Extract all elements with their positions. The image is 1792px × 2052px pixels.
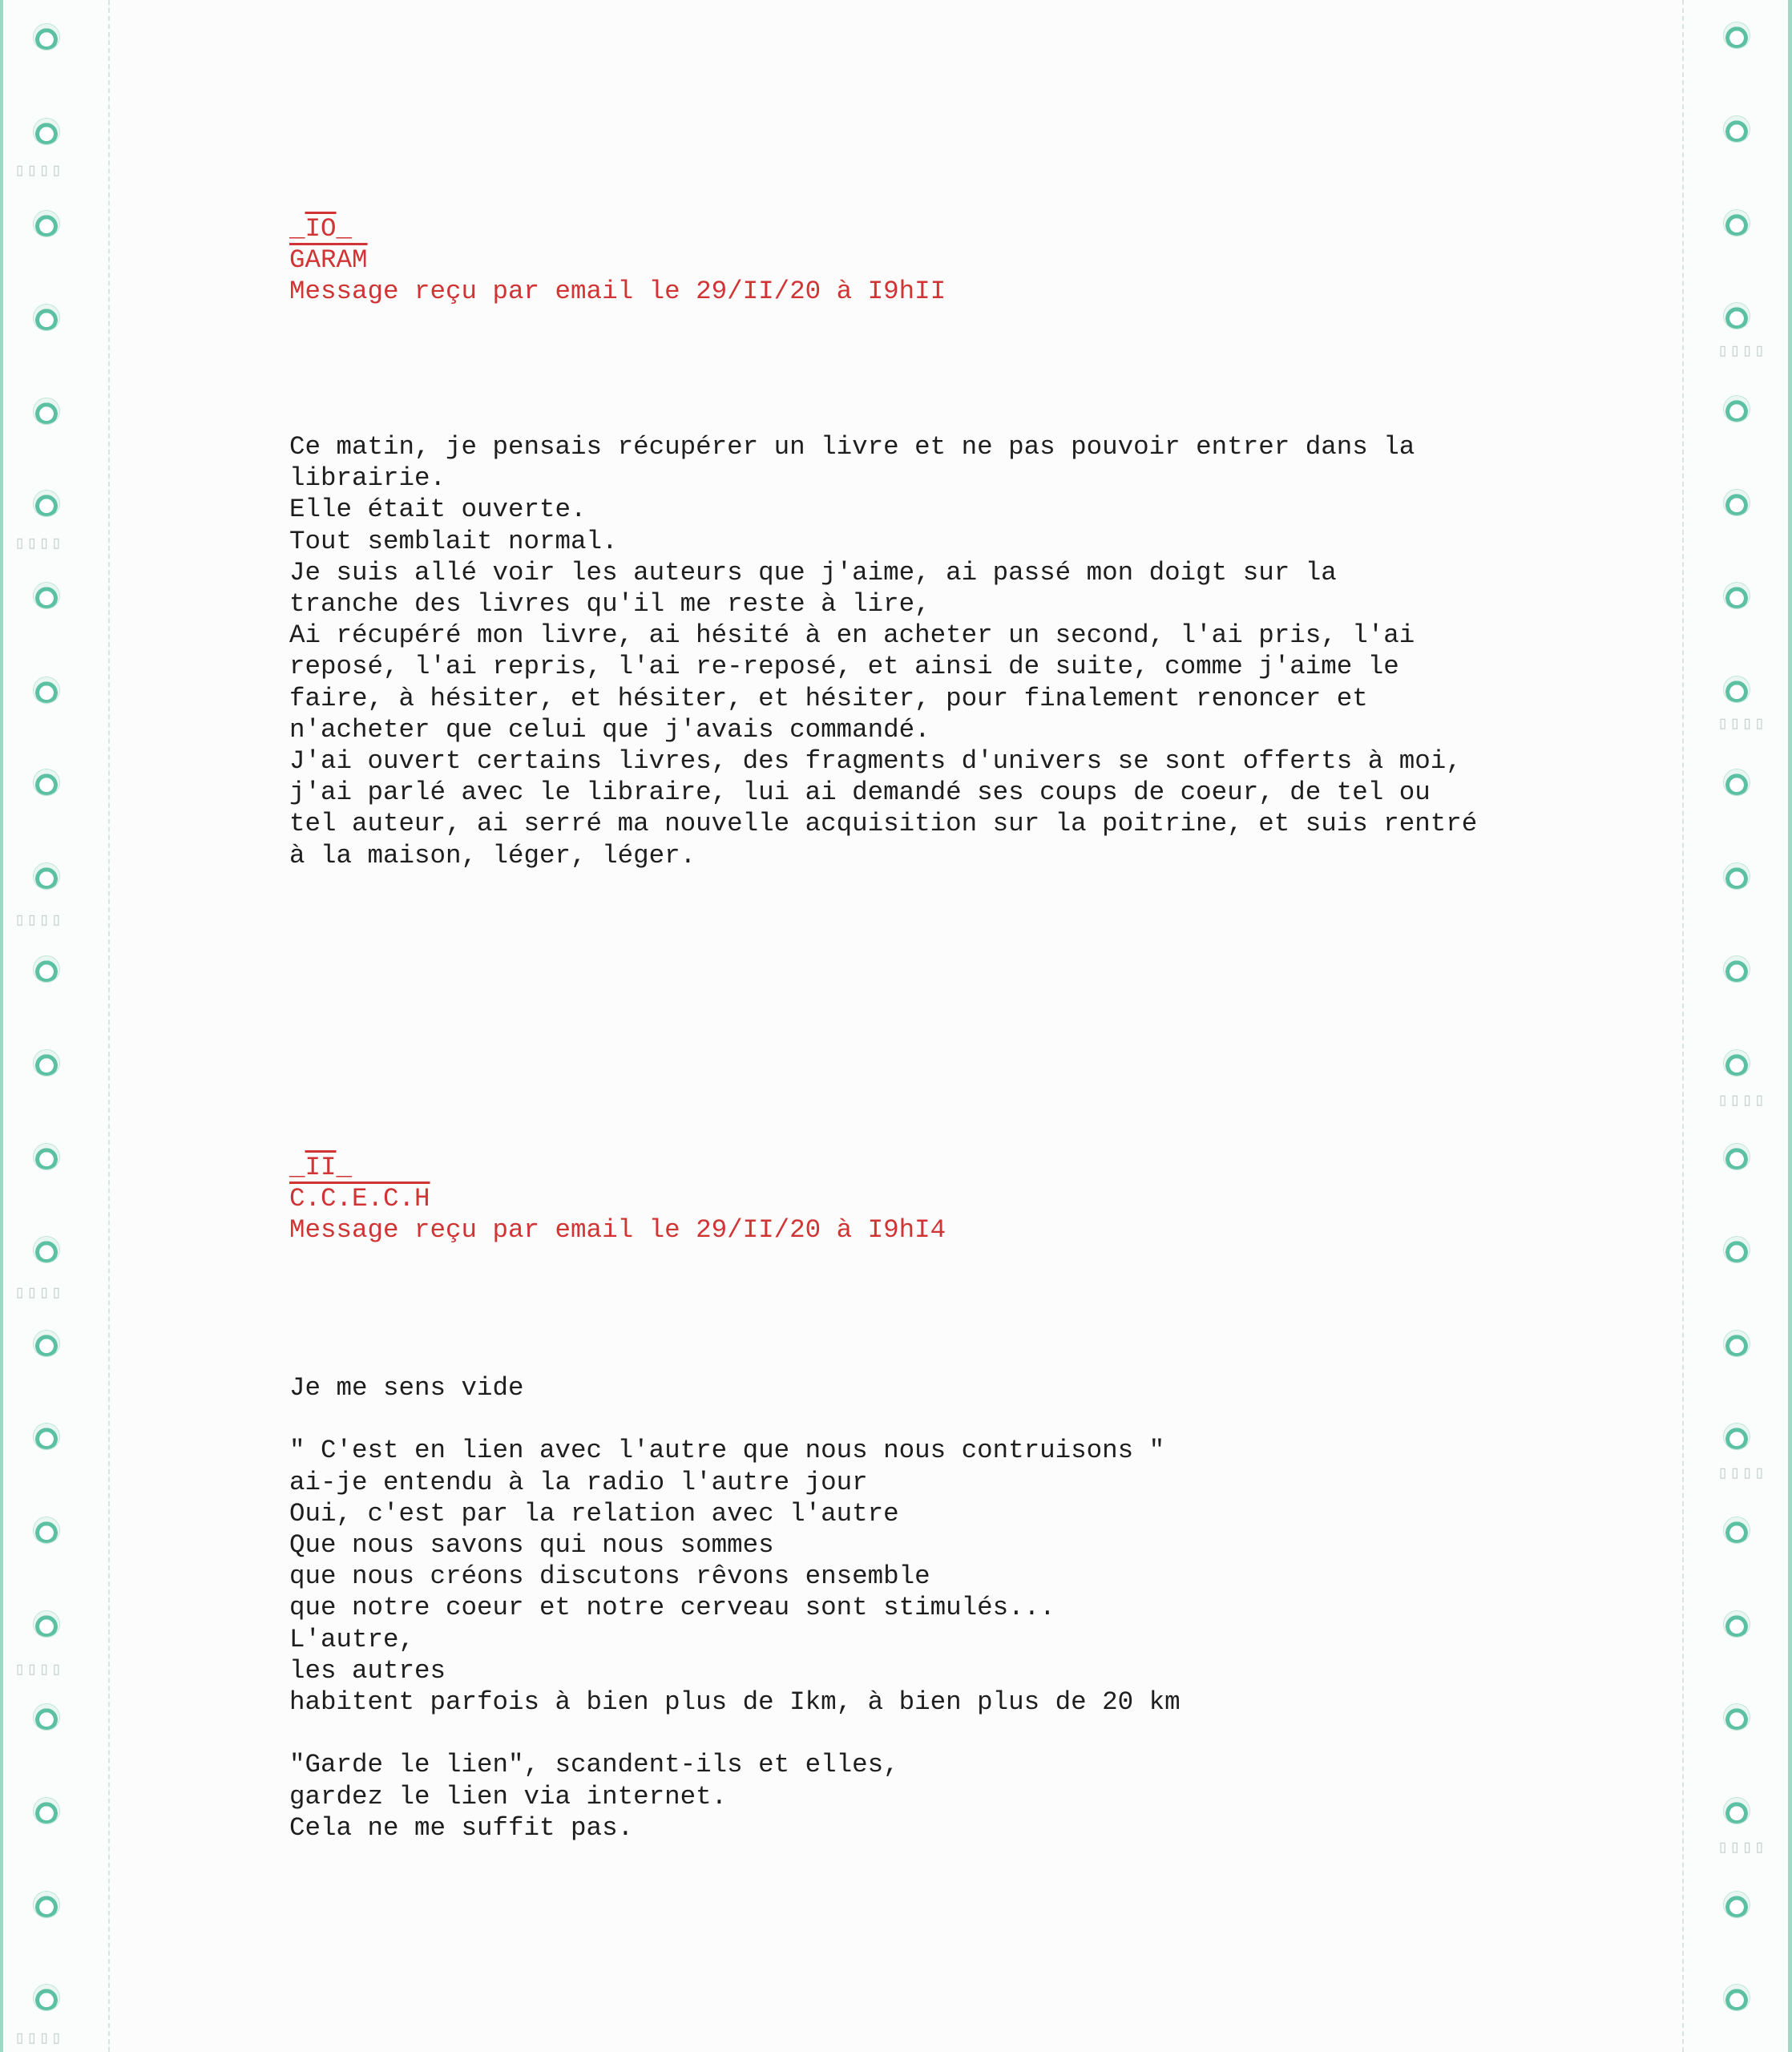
feed-hole-icon — [1724, 116, 1750, 142]
feed-hole-icon — [1724, 1331, 1750, 1356]
feed-hole-icon — [34, 863, 59, 889]
text-line: que nous créons discutons rêvons ensemble — [289, 1561, 930, 1592]
entry-received-line: Message reçu par email le 29/II/20 à I9hI4 — [289, 1215, 946, 1245]
feed-hole-icon — [34, 1144, 59, 1169]
text-line: Je suis allé voir les auteurs que j'aime, ai passé mon doigt sur la — [289, 557, 1337, 588]
feed-hole-icon — [34, 1424, 59, 1449]
feed-hole-icon — [34, 770, 59, 795]
feed-hole-icon — [34, 305, 59, 330]
text-line: librairie. — [289, 463, 446, 494]
text-line: L'autre, — [289, 1624, 415, 1654]
text-line: "Garde le lien", scandent-ils et elles, — [289, 1750, 899, 1780]
text-line: j'ai parlé avec le libraire, lui ai demandé ses coups de coeur, de tel ou — [289, 778, 1431, 808]
feed-hole-icon — [34, 1798, 59, 1824]
feed-hole-icon — [1724, 1704, 1750, 1730]
text-line: Ce matin, je pensais récupérer un livre et ne pas pouvoir entrer dans la — [289, 432, 1415, 462]
text-line: gardez le lien via internet. — [289, 1781, 728, 1812]
feed-hole-icon — [34, 1985, 59, 2010]
feed-hole-icon — [1724, 1985, 1750, 2010]
text-line: J'ai ouvert certains livres, des fragments d'univers se sont offerts à moi, — [289, 746, 1462, 777]
feed-hole-icon — [1724, 1050, 1750, 1076]
feed-hole-icon — [34, 956, 59, 982]
text-line: à la maison, léger, léger. — [289, 840, 696, 870]
feed-hole-icon — [1724, 490, 1750, 515]
feed-hole-icon — [34, 119, 59, 144]
entry-author: GARAM — [289, 245, 368, 275]
feed-hole-icon — [1724, 1892, 1750, 1917]
perforation-mark: ▯▯▯▯ — [14, 1660, 63, 1680]
text-line: Que nous savons qui nous sommes — [289, 1530, 774, 1561]
entry-body — [289, 1372, 1181, 1844]
text-line: " C'est en lien avec l'autre que nous nous contruisons " — [289, 1436, 1165, 1466]
perforation-mark: ▯▯▯▯ — [14, 911, 63, 931]
perforation-mark: ▯▯▯▯ — [14, 1283, 63, 1303]
text-line: faire, à hésiter, et hésiter, et hésiter, pour finalement renoncer et — [289, 683, 1368, 713]
feed-hole-icon — [1724, 1517, 1750, 1543]
right-tractor-strip — [1682, 0, 1792, 2052]
text-line: tel auteur, ai serré ma nouvelle acquisition sur la poitrine, et suis rentré — [289, 809, 1478, 839]
text-line: reposé, l'ai repris, l'ai re-reposé, et ainsi de suite, comme j'aime le — [289, 652, 1399, 682]
text-line — [289, 1404, 1181, 1435]
perforation-mark: ▯▯▯▯ — [1717, 1464, 1766, 1484]
text-line: Ai récupéré mon livre, ai hésité à en acheter un second, l'ai pris, l'ai — [289, 620, 1415, 651]
feed-hole-icon — [1724, 396, 1750, 422]
text-line: tranche des livres qu'il me reste à lire, — [289, 589, 930, 620]
text-line: Cela ne me suffit pas. — [289, 1812, 634, 1843]
feed-hole-icon — [34, 211, 59, 236]
feed-hole-icon — [34, 1237, 59, 1262]
entry-author: C.C.E.C.H — [289, 1184, 430, 1214]
entry-number: $\_\overline{II}\_$ — [289, 1153, 353, 1182]
feed-hole-icon — [1724, 863, 1750, 889]
feed-hole-icon — [34, 1611, 59, 1637]
perforation-mark: ▯▯▯▯ — [14, 534, 63, 554]
feed-hole-icon — [34, 677, 59, 703]
text-line: n'acheter que celui que j'avais commandé. — [289, 714, 930, 745]
text-line: Tout semblait normal. — [289, 526, 618, 556]
left-tractor-strip — [0, 0, 110, 2052]
text-line: que notre coeur et notre cerveau sont stimulés... — [289, 1593, 1055, 1623]
perforation-mark: ▯▯▯▯ — [1717, 1091, 1766, 1111]
text-line: Oui, c'est par la relation avec l'autre — [289, 1498, 899, 1529]
perforation-mark: ▯▯▯▯ — [1717, 341, 1766, 362]
feed-hole-icon — [1724, 1611, 1750, 1637]
feed-hole-icon — [34, 24, 59, 50]
text-line: ai-je entendu à la radio l'autre jour — [289, 1467, 868, 1497]
feed-hole-icon — [1724, 1424, 1750, 1449]
feed-hole-icon — [34, 1050, 59, 1076]
feed-hole-icon — [1724, 303, 1750, 329]
text-line: habitent parfois à bien plus de Ikm, à bien plus de 20 km — [289, 1687, 1181, 1718]
text-line: Elle était ouverte. — [289, 495, 587, 525]
perforation-mark: ▯▯▯▯ — [1717, 714, 1766, 734]
feed-hole-icon — [1724, 677, 1750, 702]
entry-number: $\_\overline{IO}\_$ — [289, 214, 353, 244]
entry-body — [289, 431, 1477, 871]
entry-header — [289, 213, 946, 307]
paper-edge — [0, 0, 3, 2052]
feed-hole-icon — [1724, 1237, 1750, 1262]
feed-hole-icon — [34, 1704, 59, 1730]
perforation-mark: ▯▯▯▯ — [14, 2029, 63, 2049]
feed-hole-icon — [34, 491, 59, 516]
feed-hole-icon — [1724, 770, 1750, 795]
feed-hole-icon — [34, 1892, 59, 1917]
feed-hole-icon — [1724, 1144, 1750, 1169]
feed-hole-icon — [34, 583, 59, 608]
feed-hole-icon — [34, 398, 59, 424]
paper-edge — [1788, 0, 1792, 2052]
perforation-mark: ▯▯▯▯ — [1717, 1838, 1766, 1858]
feed-hole-icon — [1724, 583, 1750, 608]
feed-hole-icon — [1724, 1798, 1750, 1824]
feed-hole-icon — [34, 1517, 59, 1543]
entry-header — [289, 1152, 946, 1246]
feed-hole-icon — [1724, 22, 1750, 48]
text-line: les autres — [289, 1655, 446, 1686]
feed-hole-icon — [34, 1331, 59, 1356]
text-line — [289, 1718, 1181, 1749]
entry-received-line: Message reçu par email le 29/II/20 à I9hII — [289, 277, 946, 306]
perforation-mark: ▯▯▯▯ — [14, 161, 63, 181]
feed-hole-icon — [1724, 210, 1750, 236]
feed-hole-icon — [1724, 956, 1750, 982]
text-line: Je me sens vide — [289, 1373, 524, 1403]
